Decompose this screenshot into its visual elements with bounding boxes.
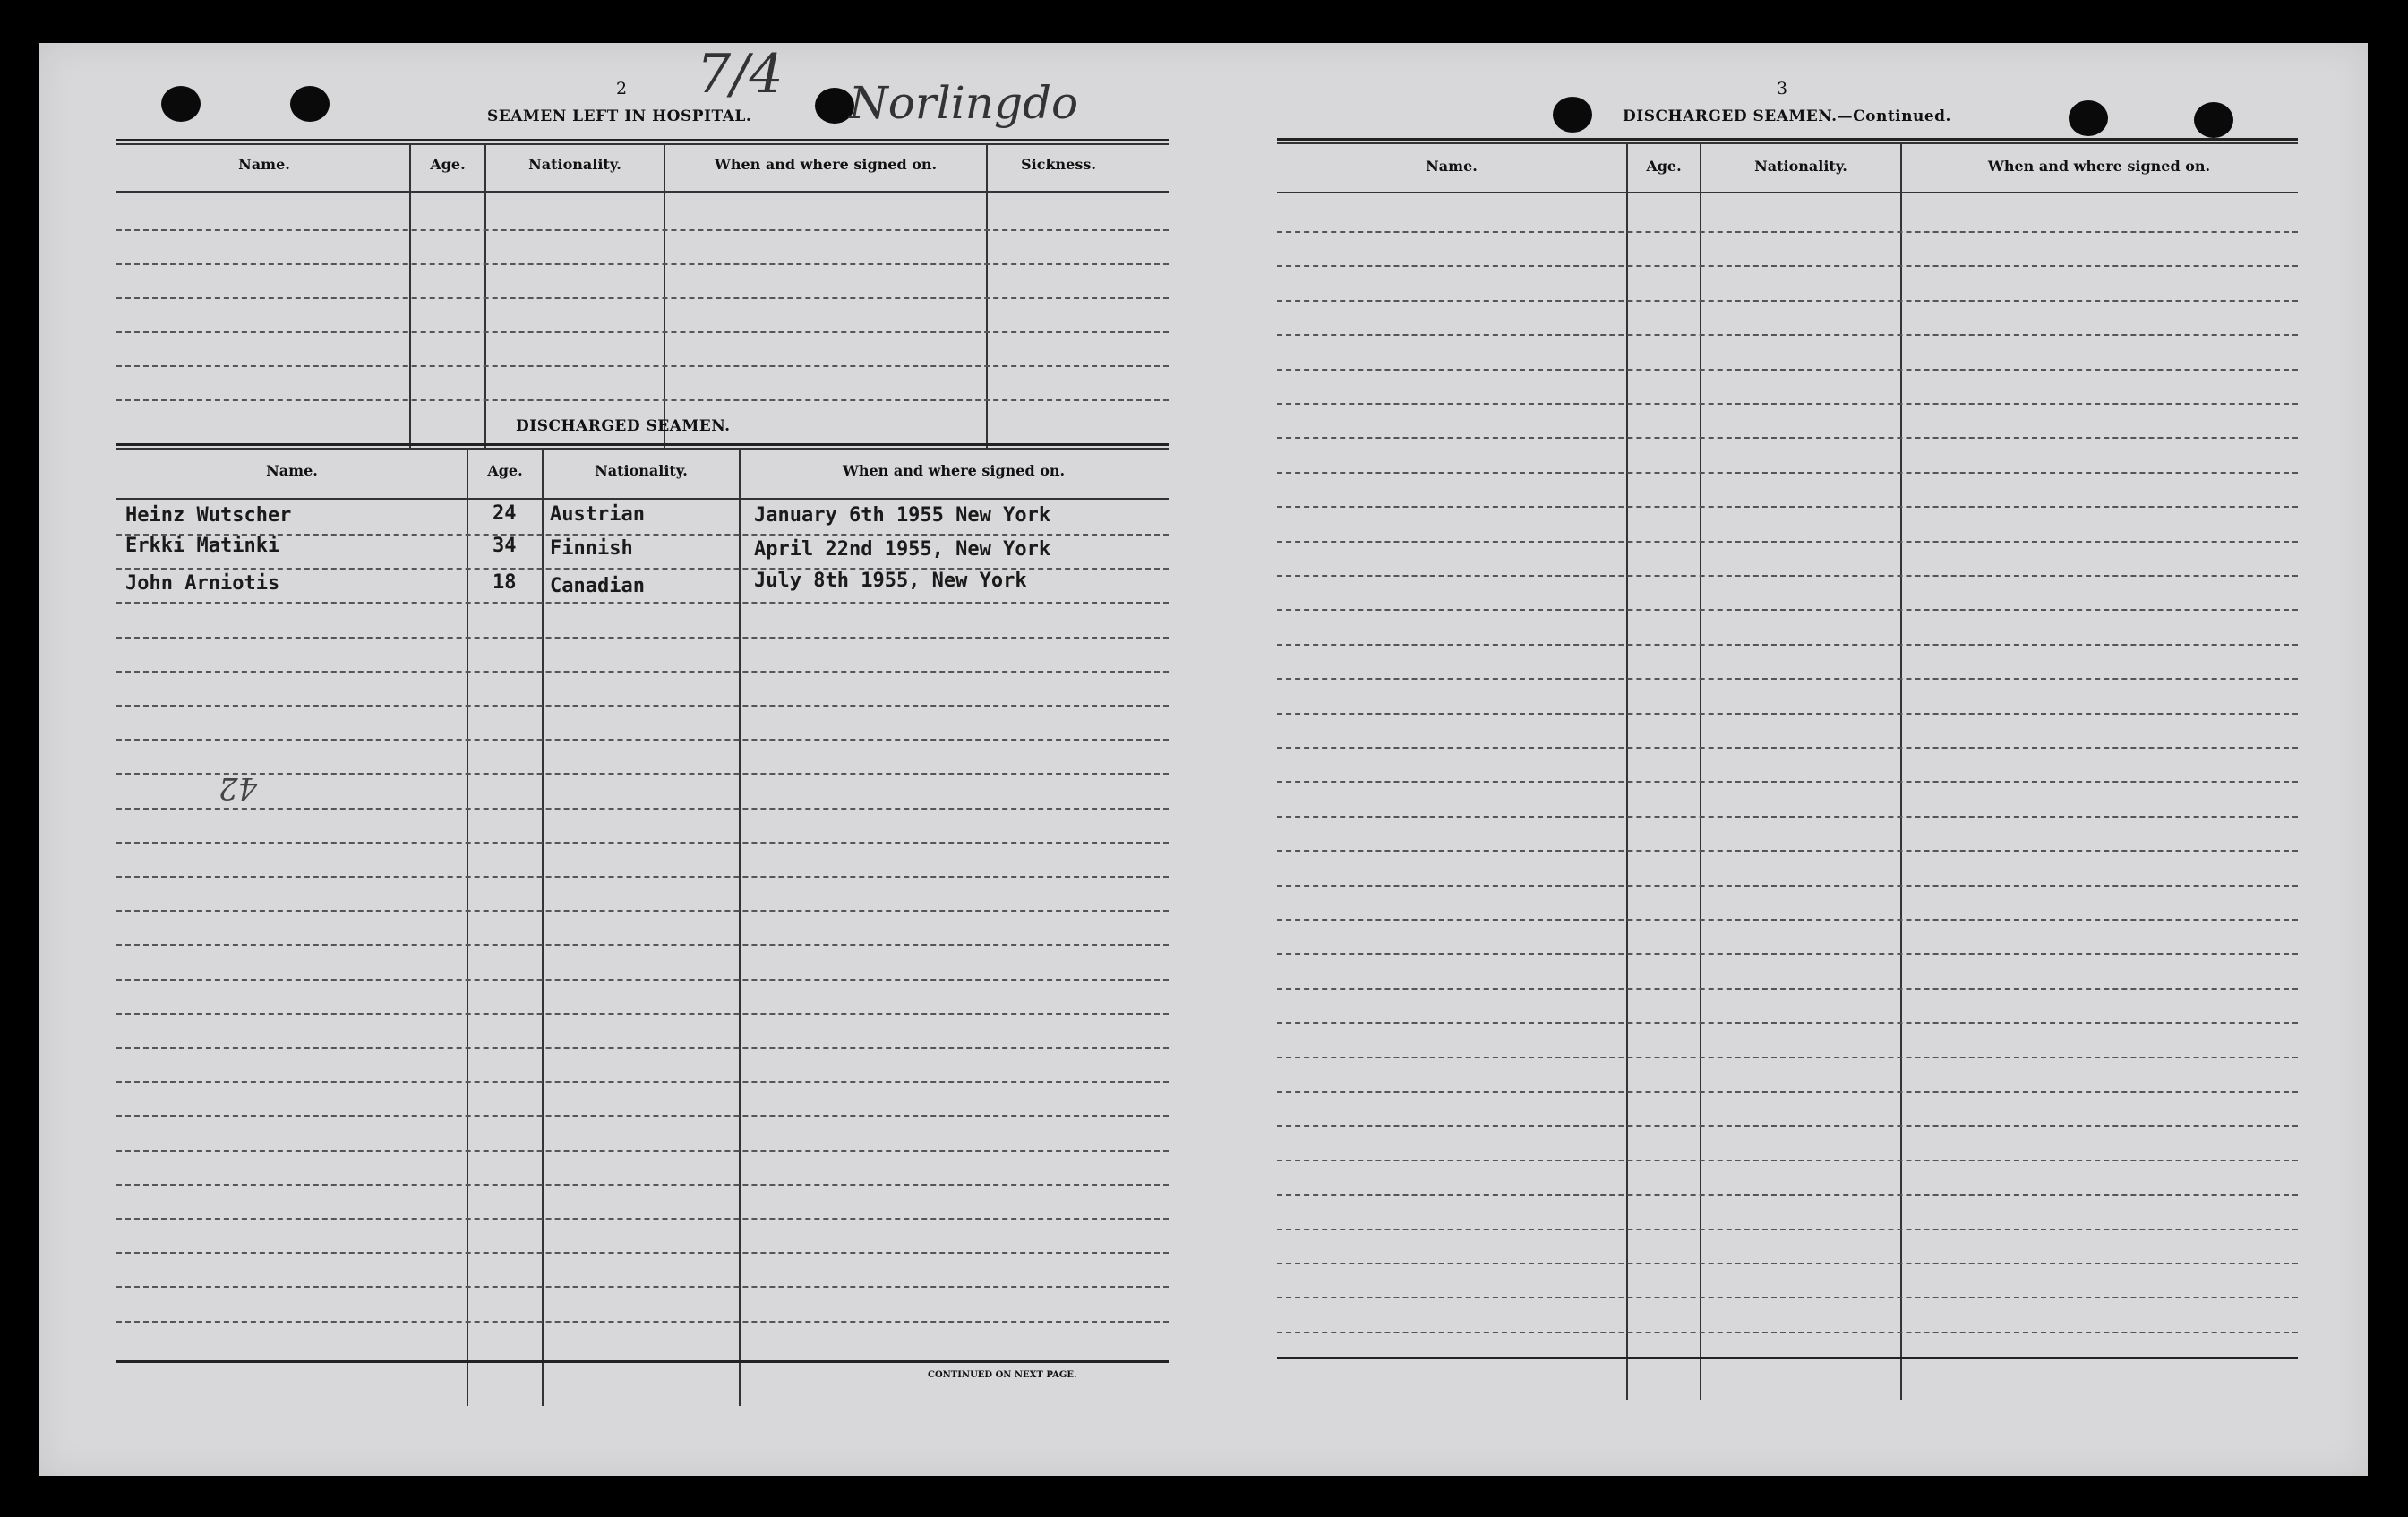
- table-rule: [116, 448, 1169, 450]
- column-divider: [467, 448, 468, 1406]
- dotted-rule: [1277, 919, 2298, 921]
- hospital-header-nationality: Nationality.: [528, 156, 621, 173]
- seaman-age: 34: [493, 535, 517, 557]
- discharged-header-name: Name.: [266, 462, 318, 479]
- dotted-rule: [116, 297, 1169, 299]
- column-divider: [986, 143, 988, 448]
- right-header-nationality: Nationality.: [1754, 158, 1847, 175]
- dotted-rule: [116, 365, 1169, 367]
- seaman-signed-on: January 6th 1955 New York: [754, 504, 1051, 527]
- column-divider: [664, 143, 665, 448]
- seaman-nationality: Canadian: [550, 575, 645, 597]
- dotted-rule: [1277, 816, 2298, 818]
- table-rule: [116, 191, 1169, 193]
- dotted-rule: [116, 1150, 1169, 1152]
- dotted-rule: [1277, 334, 2298, 336]
- dotted-rule: [116, 1047, 1169, 1049]
- hospital-header-age: Age.: [430, 156, 466, 173]
- right-header-age: Age.: [1646, 158, 1682, 175]
- dotted-rule: [116, 1286, 1169, 1288]
- handwritten-number: 42: [219, 770, 258, 806]
- punch-hole: [1553, 97, 1592, 133]
- seaman-age: 24: [493, 502, 517, 525]
- column-divider: [409, 143, 411, 448]
- hospital-header-sickness: Sickness.: [1021, 156, 1096, 173]
- dotted-rule: [1277, 300, 2298, 302]
- dotted-rule: [1277, 1229, 2298, 1230]
- punch-hole: [2194, 102, 2233, 138]
- table-rule: [116, 143, 1169, 145]
- hospital-header-signed-on: When and where signed on.: [714, 156, 938, 173]
- dotted-rule: [1277, 850, 2298, 852]
- dotted-rule: [1277, 1332, 2298, 1333]
- punch-hole: [290, 86, 330, 122]
- discharged-continued-title: DISCHARGED SEAMEN.—Continued.: [1623, 107, 1951, 125]
- dotted-rule: [116, 876, 1169, 878]
- dotted-rule: [1277, 541, 2298, 543]
- dotted-rule: [1277, 988, 2298, 990]
- dotted-rule: [1277, 953, 2298, 955]
- column-divider: [739, 448, 741, 1406]
- dotted-rule: [1277, 644, 2298, 646]
- dotted-rule: [1277, 403, 2298, 405]
- punch-hole: [161, 86, 201, 122]
- table-rule: [116, 498, 1169, 500]
- dotted-rule: [1277, 1160, 2298, 1161]
- dotted-rule: [1277, 506, 2298, 508]
- punch-hole: [2069, 100, 2108, 136]
- dotted-rule: [1277, 1125, 2298, 1127]
- dotted-rule: [116, 842, 1169, 844]
- dotted-rule: [116, 637, 1169, 639]
- dotted-rule: [1277, 713, 2298, 715]
- dotted-rule: [116, 1081, 1169, 1083]
- dotted-rule: [1277, 369, 2298, 371]
- discharged-header-age: Age.: [487, 462, 523, 479]
- seaman-age: 18: [493, 571, 517, 594]
- dotted-rule: [116, 1184, 1169, 1186]
- dotted-rule: [116, 1115, 1169, 1117]
- dotted-rule: [116, 671, 1169, 673]
- dotted-rule: [1277, 1263, 2298, 1264]
- dotted-rule: [116, 979, 1169, 981]
- dotted-rule: [116, 705, 1169, 707]
- dotted-rule: [116, 1321, 1169, 1323]
- hospital-header-name: Name.: [238, 156, 290, 173]
- page-number: 2: [616, 79, 628, 99]
- dotted-rule: [116, 602, 1169, 604]
- table-rule: [1277, 1357, 2298, 1359]
- dotted-rule: [1277, 747, 2298, 749]
- column-divider: [484, 143, 486, 448]
- table-rule: [1277, 142, 2298, 144]
- seaman-signed-on: April 22nd 1955, New York: [754, 538, 1051, 561]
- dotted-rule: [1277, 265, 2298, 267]
- continued-footer: CONTINUED ON NEXT PAGE.: [928, 1370, 1077, 1380]
- dotted-rule: [116, 263, 1169, 265]
- column-divider: [542, 448, 544, 1406]
- hospital-section-title: SEAMEN LEFT IN HOSPITAL.: [487, 107, 752, 125]
- table-rule: [116, 443, 1169, 446]
- dotted-rule: [1277, 575, 2298, 577]
- discharged-header-signed-on: When and where signed on.: [842, 462, 1066, 479]
- dotted-rule: [1277, 1297, 2298, 1298]
- table-rule: [116, 1360, 1169, 1363]
- table-rule: [1277, 138, 2298, 141]
- page-number: 3: [1777, 79, 1788, 99]
- handwritten-name: Norlingdo: [849, 77, 1079, 129]
- right-header-signed-on: When and where signed on.: [1987, 158, 2211, 175]
- handwritten-date: 7/4: [697, 43, 784, 106]
- dotted-rule: [1277, 1057, 2298, 1058]
- dotted-rule: [1277, 609, 2298, 611]
- dotted-rule: [1277, 1194, 2298, 1196]
- dotted-rule: [116, 331, 1169, 333]
- seaman-name: John Arniotis: [125, 572, 280, 595]
- document-sheet: [39, 43, 2368, 1476]
- table-rule: [116, 139, 1169, 141]
- dotted-rule: [116, 1218, 1169, 1220]
- seaman-name: Erkki Matinki: [125, 535, 280, 557]
- dotted-rule: [1277, 437, 2298, 439]
- dotted-rule: [1277, 885, 2298, 887]
- dotted-rule: [1277, 1022, 2298, 1024]
- discharged-section-title: DISCHARGED SEAMEN.: [516, 417, 731, 435]
- dotted-rule: [116, 229, 1169, 231]
- discharged-header-nationality: Nationality.: [595, 462, 688, 479]
- dotted-rule: [116, 944, 1169, 946]
- dotted-rule: [116, 910, 1169, 912]
- table-rule: [1277, 192, 2298, 193]
- dotted-rule: [116, 773, 1169, 775]
- dotted-rule: [116, 808, 1169, 810]
- dotted-rule: [1277, 1091, 2298, 1093]
- column-divider: [1626, 142, 1628, 1400]
- seaman-nationality: Finnish: [550, 537, 633, 560]
- right-header-name: Name.: [1426, 158, 1478, 175]
- seaman-name: Heinz Wutscher: [125, 504, 292, 527]
- dotted-rule: [116, 1013, 1169, 1015]
- column-divider: [1900, 142, 1902, 1400]
- dotted-rule: [1277, 678, 2298, 680]
- dotted-rule: [1277, 472, 2298, 474]
- dotted-rule: [1277, 781, 2298, 783]
- dotted-rule: [116, 399, 1169, 401]
- seaman-nationality: Austrian: [550, 503, 645, 526]
- dotted-rule: [116, 1252, 1169, 1254]
- seaman-signed-on: July 8th 1955, New York: [754, 570, 1027, 592]
- dotted-rule: [116, 739, 1169, 741]
- column-divider: [1700, 142, 1701, 1400]
- dotted-rule: [1277, 231, 2298, 233]
